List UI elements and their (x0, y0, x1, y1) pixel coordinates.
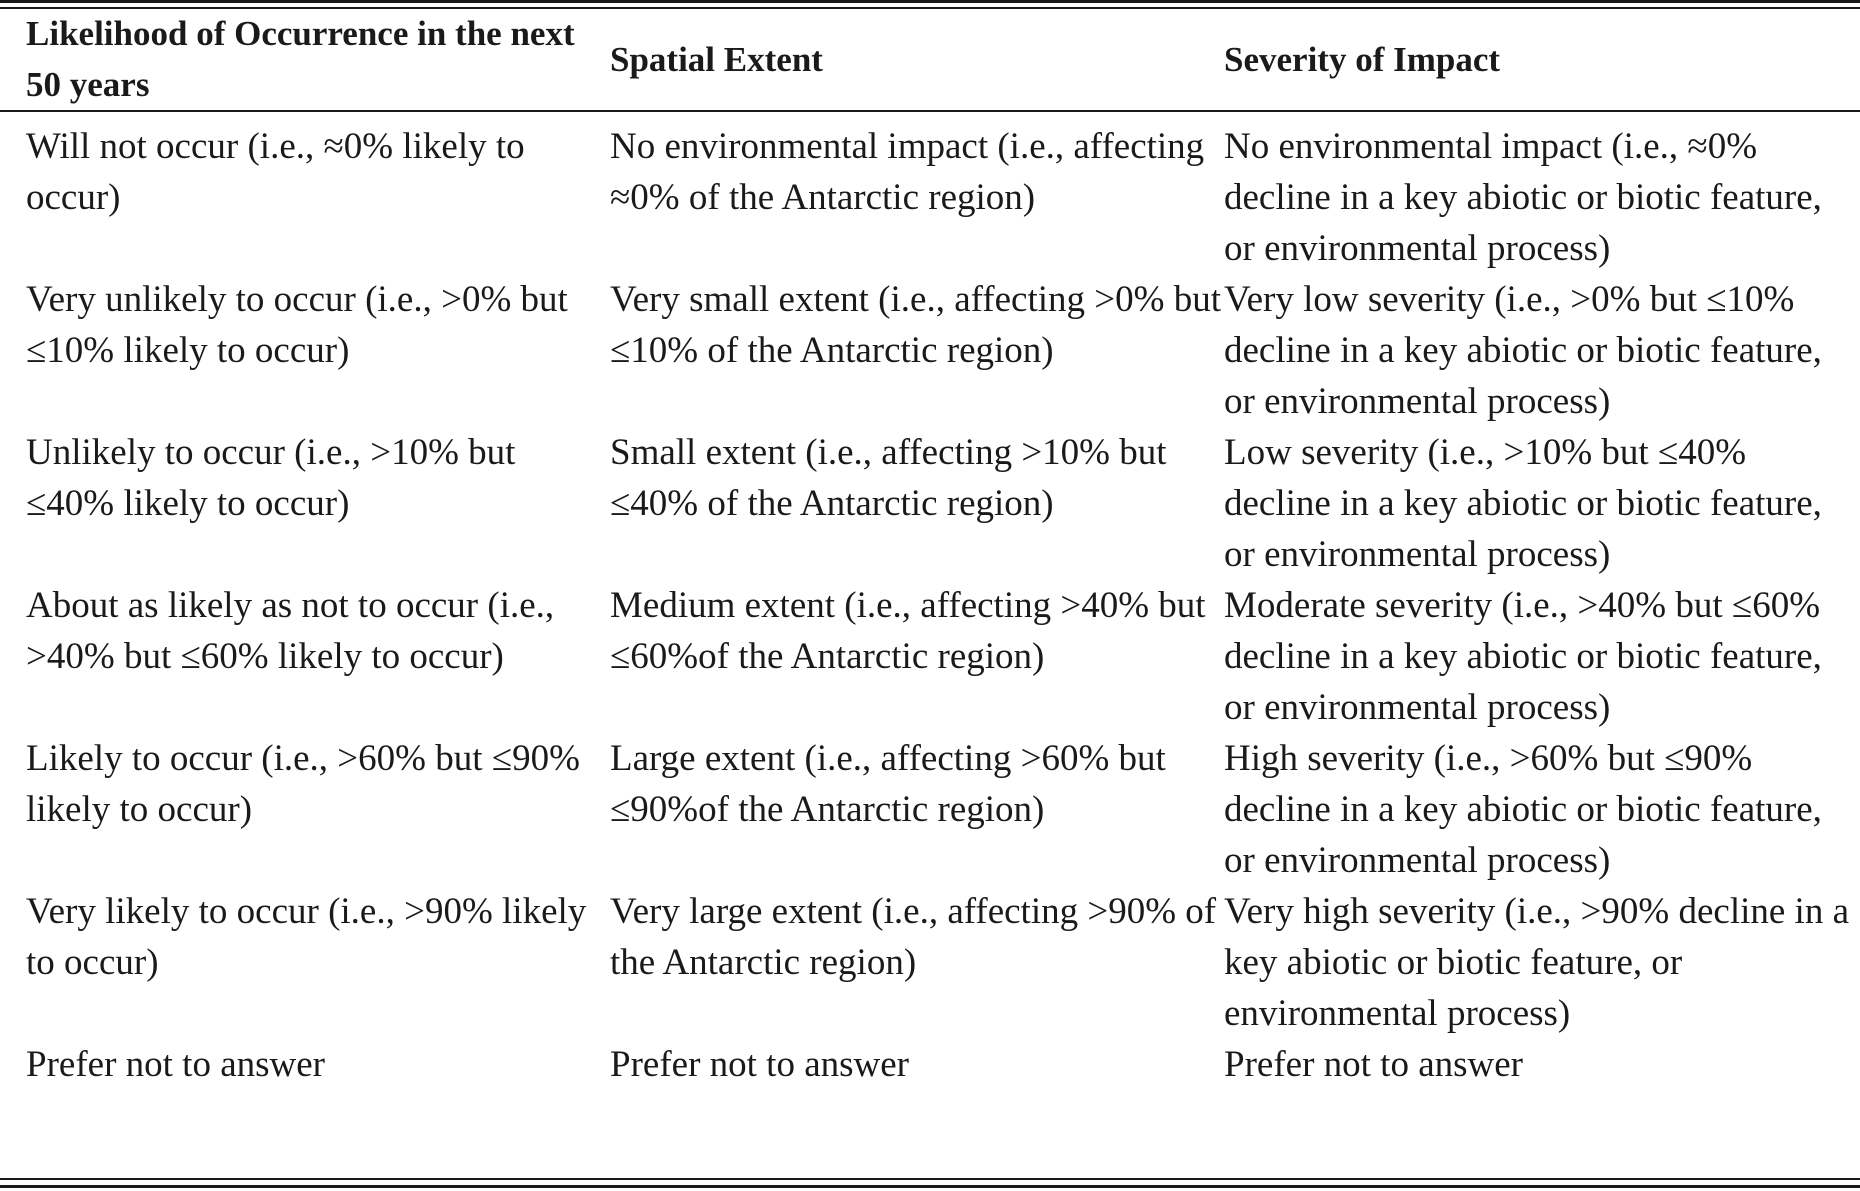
table-row (26, 886, 1856, 1039)
spatial-extent-cell: Small extent (i.e., affecting >10% but ≤40% of the Antarctic region) (610, 432, 1167, 524)
table-row (26, 274, 1856, 427)
severity-cell: Very high severity (i.e., >90% decline in a key abiotic or biotic feature, or environmental process) (1224, 891, 1850, 1034)
bottom-rule (0, 1185, 1860, 1188)
table-row (26, 733, 1856, 886)
severity-cell: Very low severity (i.e., >0% but ≤10% decline in a key abiotic or biotic feature, or environmental process) (1224, 279, 1822, 422)
header-row (26, 8, 1856, 110)
likelihood-cell: Very likely to occur (i.e., >90% likely to occur) (26, 891, 587, 983)
likelihood-cell: Will not occur (i.e., ≈0% likely to occur) (26, 126, 525, 218)
severity-cell: Low severity (i.e., >10% but ≤40% decline in a key abiotic or biotic feature, or environmental process) (1224, 432, 1822, 575)
table-body (26, 110, 1856, 1090)
table-header (26, 8, 1856, 110)
likelihood-cell: About as likely as not to occur (i.e., >40% but ≤60% likely to occur) (26, 585, 555, 677)
likelihood-cell: Likely to occur (i.e., >60% but ≤90% likely to occur) (26, 738, 580, 830)
spatial-extent-cell: Large extent (i.e., affecting >60% but ≤90%of the Antarctic region) (610, 738, 1166, 830)
top-rule (0, 0, 1860, 3)
likelihood-cell: Unlikely to occur (i.e., >10% but ≤40% likely to occur) (26, 432, 516, 524)
header-spatial-extent: Spatial Extent (610, 39, 823, 79)
spatial-extent-cell: Very small extent (i.e., affecting >0% but ≤10% of the Antarctic region) (610, 279, 1221, 371)
header-severity: Severity of Impact (1224, 39, 1501, 79)
likelihood-cell: Very unlikely to occur (i.e., >0% but ≤10% likely to occur) (26, 279, 568, 371)
bottom-rule-inner (0, 1178, 1860, 1180)
table-row (26, 110, 1856, 274)
severity-cell: High severity (i.e., >60% but ≤90% decline in a key abiotic or biotic feature, or environmental process) (1224, 738, 1822, 881)
severity-cell: Moderate severity (i.e., >40% but ≤60% decline in a key abiotic or biotic feature, or environmental process) (1224, 585, 1822, 728)
spatial-extent-cell: Medium extent (i.e., affecting >40% but ≤60%of the Antarctic region) (610, 585, 1206, 677)
table-row (26, 580, 1856, 733)
header-likelihood: Likelihood of Occurrence in the next 50 years (26, 14, 575, 104)
scale-table-grid (26, 8, 1856, 1090)
table-row (26, 427, 1856, 580)
severity-cell: No environmental impact (i.e., ≈0% decline in a key abiotic or biotic feature, or environmental process) (1224, 126, 1822, 269)
spatial-extent-cell: Very large extent (i.e., affecting >90% of the Antarctic region) (610, 891, 1217, 983)
severity-cell: Prefer not to answer (1224, 1044, 1523, 1085)
spatial-extent-cell: No environmental impact (i.e., affecting ≈0% of the Antarctic region) (610, 126, 1205, 218)
spatial-extent-cell: Prefer not to answer (610, 1044, 909, 1085)
table-row (26, 1039, 1856, 1090)
likelihood-cell: Prefer not to answer (26, 1044, 325, 1085)
